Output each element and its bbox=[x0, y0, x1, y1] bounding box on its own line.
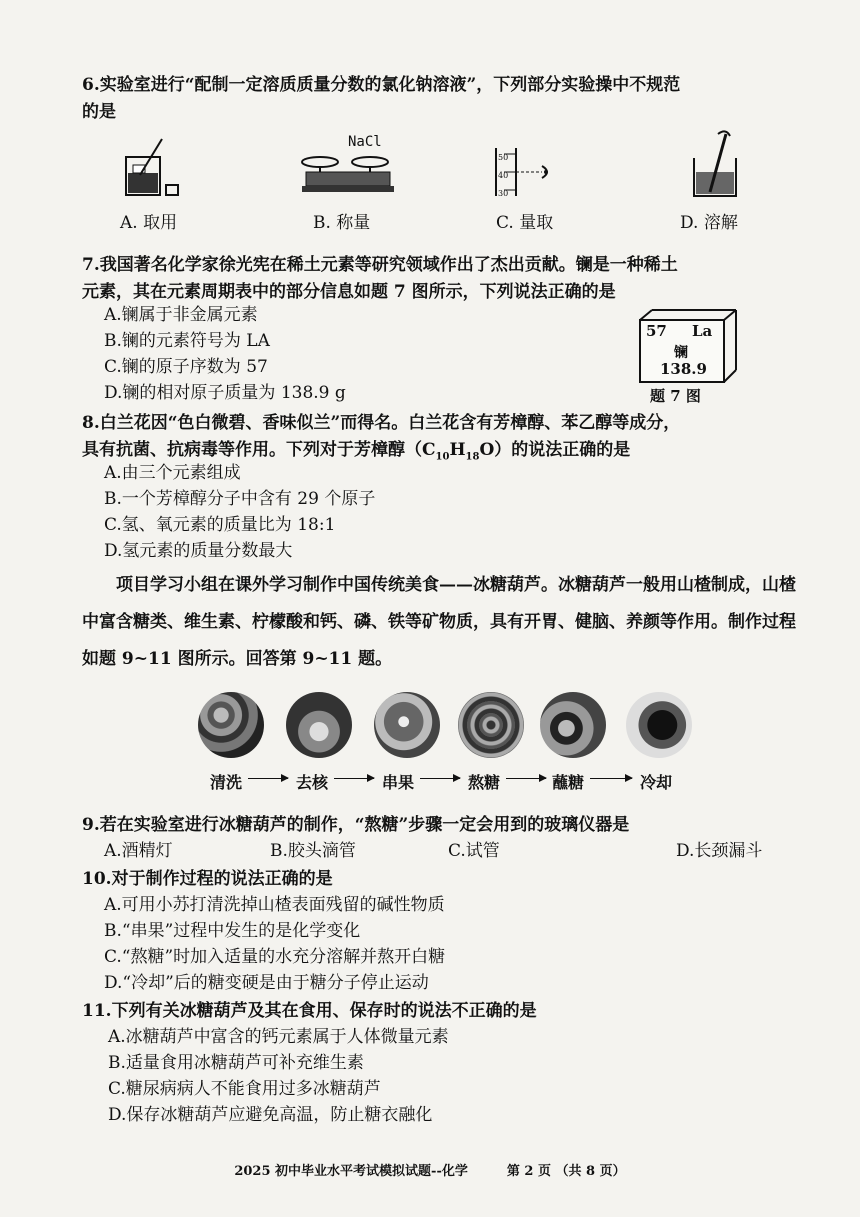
question-8-stem: 8.白兰花因“色白微碧、香味似兰”而得名。白兰花含有芳樟醇、苯乙醇等成分， 具有抗菌、抗病毒等作用。下列对于芳樟醇$(C_{10}H_{18}O)$的说法正确的是 bbox=[82, 410, 802, 470]
q6-option-a: A. 取用 bbox=[120, 213, 178, 233]
arrow-2 bbox=[334, 778, 374, 779]
element-card bbox=[638, 308, 738, 384]
q9-option-d: D.长颈漏斗 bbox=[676, 841, 763, 861]
cylinder-ticks: 50 40 30 bbox=[498, 153, 509, 198]
q10-option-b: B.“串果”过程中发生的是化学变化 bbox=[104, 921, 361, 941]
figure-7-caption: 题 7 图 bbox=[650, 387, 701, 405]
element-mass: 138.9 bbox=[660, 360, 707, 378]
q11-option-a: A.冰糖葫芦中富含的钙元素属于人体微量元素 bbox=[108, 1027, 449, 1047]
q11-option-d: D.保存冰糖葫芦应避免高温，防止糖衣融化 bbox=[108, 1105, 433, 1125]
q7-option-d: D.镧的相对原子质量为 138.9 g bbox=[104, 383, 346, 403]
q10-option-c: C.“熬糖”时加入适量的水充分溶解并熬开白糖 bbox=[104, 947, 446, 967]
q7-option-b: B.镧的元素符号为 LA bbox=[104, 331, 270, 351]
question-10-stem: 10.对于制作过程的说法正确的是 bbox=[82, 869, 333, 889]
q7-option-c: C.镧的原子序数为 57 bbox=[104, 357, 268, 377]
page-footer bbox=[0, 1160, 860, 1179]
reagent-taking-figure bbox=[118, 135, 198, 205]
photo-dipping-sugar bbox=[540, 692, 606, 758]
photo-skewering bbox=[374, 692, 440, 758]
q6-option-d: D. 溶解 bbox=[680, 213, 738, 233]
photo-washing bbox=[198, 692, 264, 758]
step-3: 串果 bbox=[382, 773, 415, 792]
q11-option-c: C.糖尿病病人不能食用过多冰糖葫芦 bbox=[108, 1079, 381, 1099]
q7-option-a: A.镧属于非金属元素 bbox=[104, 305, 258, 325]
element-name: 镧 bbox=[674, 345, 688, 361]
element-symbol: La bbox=[692, 322, 713, 340]
footer-page-number: 第 2 页 （共 8 页） bbox=[506, 1164, 626, 1179]
photo-coring bbox=[286, 692, 352, 758]
step-4: 熬糖 bbox=[468, 773, 501, 792]
q8-option-a: A.由三个元素组成 bbox=[104, 463, 241, 483]
q8-option-c: C.氢、氧元素的质量比为 18:1 bbox=[104, 515, 336, 535]
q9-option-b: B.胶头滴管 bbox=[270, 841, 356, 861]
photo-boiling-sugar bbox=[458, 692, 524, 758]
question-6-stem: 6.实验室进行“配制一定溶质质量分数的氯化钠溶液”，下列部分实验操中不规范 的是 bbox=[82, 75, 681, 122]
footer-exam-title: 2025 初中毕业水平考试模拟试题--化学 bbox=[234, 1164, 468, 1179]
q8-formula-line: 具有抗菌、抗病毒等作用。下列对于芳樟醇$(C_{10}H_{18}O)$的说法正确的是 bbox=[82, 440, 631, 463]
q10-option-d: D.“冷却”后的糖变硬是由于糖分子停止运动 bbox=[104, 973, 429, 993]
question-11-stem: 11.下列有关冰糖葫芦及其在食用、保存时的说法不正确的是 bbox=[82, 1001, 537, 1021]
q9-option-a: A.酒精灯 bbox=[104, 841, 173, 861]
project-passage: 项目学习小组在课外学习制作中国传统美食——冰糖葫芦。冰糖葫芦一般用山楂制成，山楂中富含糖类、维生素、柠檬酸和钙、磷、铁等矿物质，具有开胃、健脑、养颜等作用。制作过程如题 9~11 图所示。回答第 9~11 题。 bbox=[82, 575, 796, 669]
question-9-stem: 9.若在实验室进行冰糖葫芦的制作，“熬糖”步骤一定会用到的玻璃仪器是 bbox=[82, 815, 630, 835]
arrow-4 bbox=[506, 778, 546, 779]
q6-option-c: C. 量取 bbox=[496, 213, 554, 233]
element-number: 57 bbox=[646, 322, 667, 340]
step-2: 去核 bbox=[296, 773, 329, 792]
nacl-label: NaCl bbox=[348, 134, 382, 150]
dissolving-beaker-figure bbox=[688, 128, 748, 200]
q11-option-b: B.适量食用冰糖葫芦可补充维生素 bbox=[108, 1053, 364, 1073]
photo-cooling bbox=[626, 692, 692, 758]
balance-figure bbox=[298, 150, 398, 200]
step-5: 蘸糖 bbox=[552, 773, 585, 792]
arrow-3 bbox=[420, 778, 460, 779]
arrow-5 bbox=[590, 778, 632, 779]
q8-option-b: B.一个芳樟醇分子中含有 29 个原子 bbox=[104, 489, 376, 509]
q10-option-a: A.可用小苏打清洗掉山楂表面残留的碱性物质 bbox=[104, 895, 445, 915]
question-7-stem: 7.我国著名化学家徐光宪在稀土元素等研究领域作出了杰出贡献。镧是一种稀土 元素，其在元素周期表中的部分信息如题 7 图所示，下列说法正确的是 bbox=[82, 255, 678, 302]
step-6: 冷却 bbox=[640, 773, 673, 792]
q8-option-d: D.氢元素的质量分数最大 bbox=[104, 541, 293, 561]
q6-option-b: B. 称量 bbox=[313, 213, 371, 233]
arrow-1 bbox=[248, 778, 288, 779]
q9-option-c: C.试管 bbox=[448, 841, 500, 861]
step-1: 清洗 bbox=[210, 773, 243, 792]
